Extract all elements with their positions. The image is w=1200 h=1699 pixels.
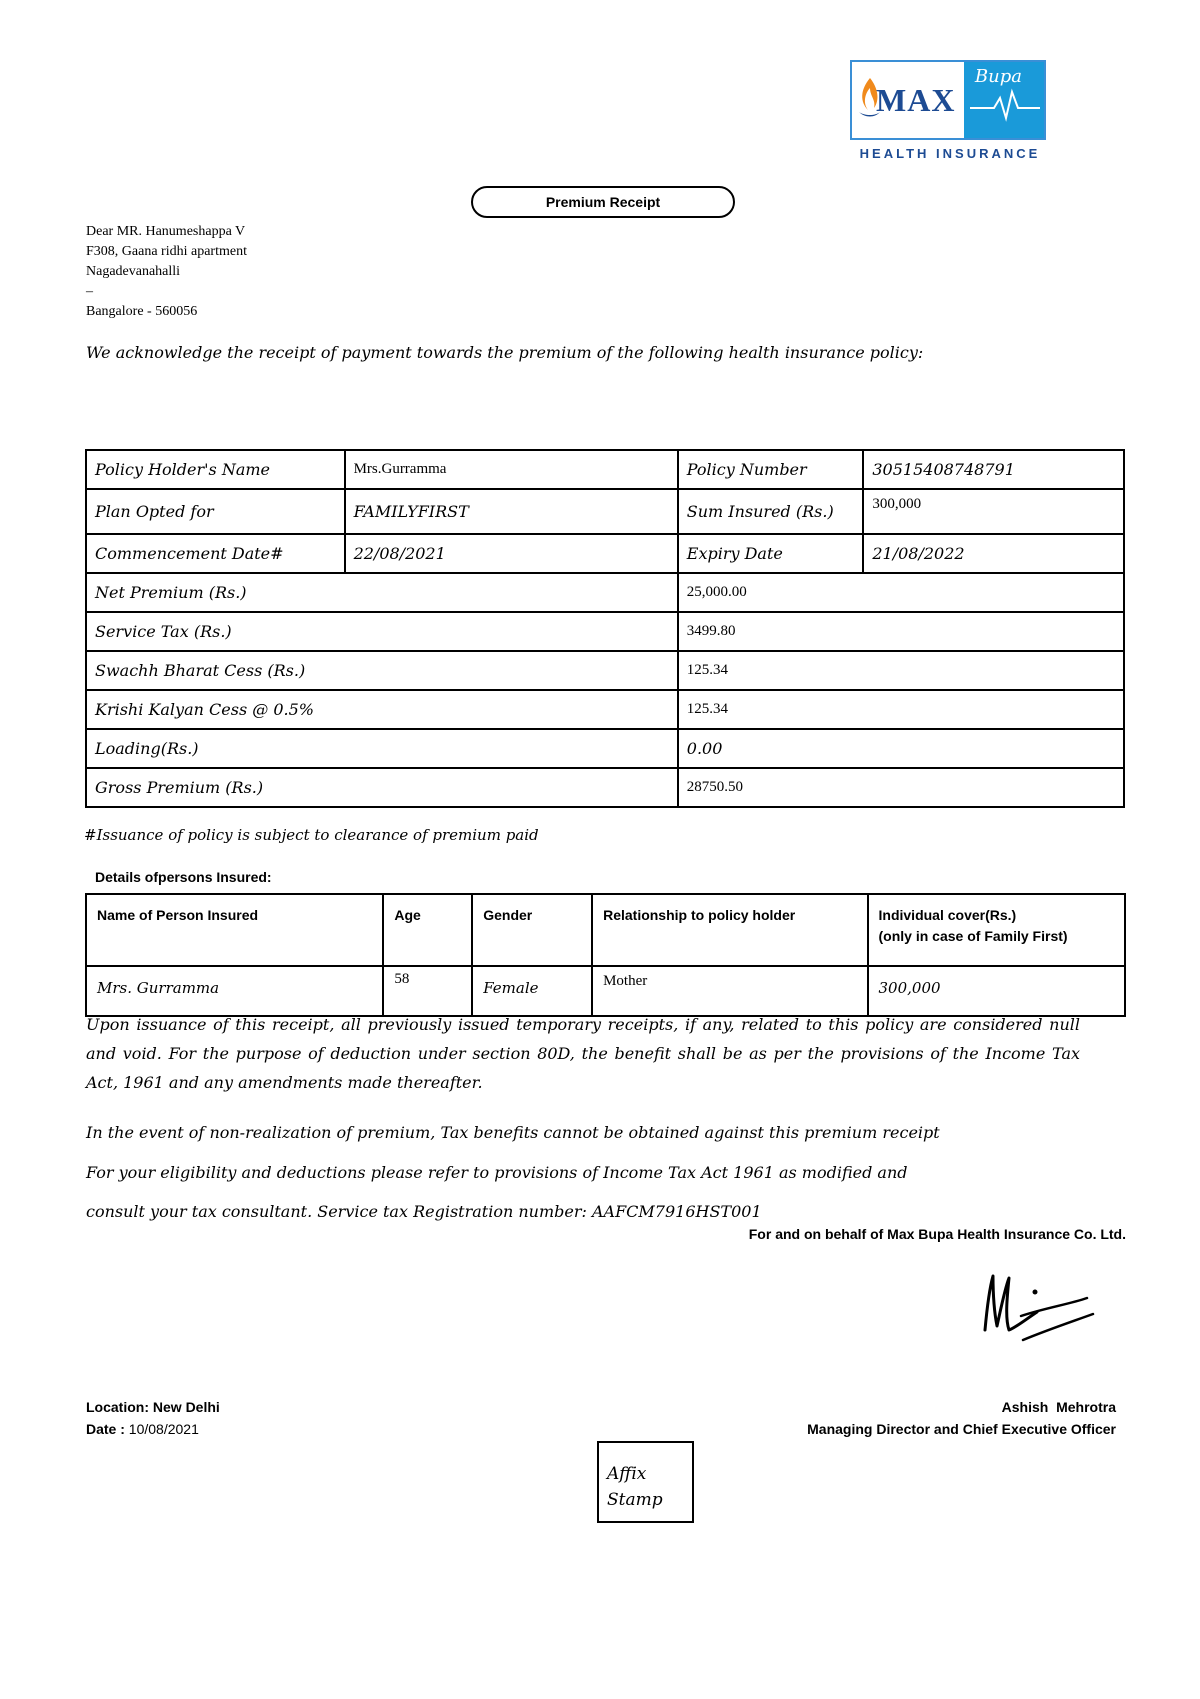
table-row: [86, 768, 1124, 807]
person-name-cell: Mrs. Gurramma: [86, 966, 383, 1016]
policy-number-value: 30515408748791: [863, 450, 1124, 489]
plan-value: FAMILYFIRST: [345, 489, 678, 534]
eligibility-note: For your eligibility and deductions please refer to provisions of Income Tax Act 1961 as modified and: [86, 1163, 908, 1182]
non-realization-note: In the event of non-realization of premium, Tax benefits cannot be obtained against this premium receipt: [86, 1123, 940, 1142]
loading-value: 0.00: [678, 729, 1124, 768]
date-label: Date :: [86, 1421, 125, 1437]
col-header-gender: Gender: [472, 894, 592, 966]
net-premium-value: 25,000.00: [678, 573, 1124, 612]
table-row: [86, 489, 1124, 534]
expiry-value: 21/08/2022: [863, 534, 1124, 573]
location-value: New Delhi: [152, 1399, 220, 1415]
table-row: [86, 966, 1125, 1016]
location-date-block: [86, 1396, 220, 1440]
table-row: [86, 450, 1124, 489]
table-row: [86, 573, 1124, 612]
signature-image: [975, 1268, 1105, 1348]
stamp-text: Affix: [607, 1464, 647, 1484]
person-cover-cell: 300,000: [868, 966, 1125, 1016]
address-line: –: [86, 284, 93, 299]
col-header-name: Name of Person Insured: [86, 894, 383, 966]
krishi-kalyan-cess-value: 125.34: [678, 690, 1124, 729]
table-header-row: [86, 894, 1125, 966]
logo-subtitle: HEALTH INSURANCE: [859, 146, 1041, 161]
address-line: Bangalore - 560056: [86, 304, 198, 319]
logo-partner-text: Bupa: [974, 66, 1022, 87]
table-row: [86, 690, 1124, 729]
company-logo: [850, 60, 1050, 168]
tax-consultant-note: consult your tax consultant. Service tax Registration number: AAFCM7916HST001: [86, 1202, 762, 1221]
persons-insured-table: [85, 893, 1126, 1017]
commencement-value: 22/08/2021: [345, 534, 678, 573]
gross-premium-label: Gross Premium (Rs.): [86, 768, 678, 807]
plan-label: Plan Opted for: [86, 489, 345, 534]
date-value: 10/08/2021: [128, 1421, 199, 1437]
cover-header-line: Individual cover(Rs.): [878, 907, 1017, 923]
person-age-cell: 58: [383, 966, 472, 1016]
sum-insured-value: 300,000: [863, 489, 1124, 534]
col-header-relationship: Relationship to policy holder: [592, 894, 867, 966]
on-behalf-text: For and on behalf of Max Bupa Health Insurance Co. Ltd.: [748, 1226, 1126, 1242]
logo-blue-panel: [964, 62, 1044, 138]
issuance-note: #Issuance of policy is subject to clearance of premium paid: [84, 826, 539, 844]
table-row: [86, 729, 1124, 768]
gross-premium-value: 28750.50: [678, 768, 1124, 807]
policy-holder-value: Mrs.Gurramma: [345, 450, 678, 489]
location-line: [86, 1396, 220, 1418]
policy-details-table: [85, 449, 1125, 808]
address-line: Nagadevanahalli: [86, 264, 181, 279]
cover-header-line: (only in case of Family First): [878, 928, 1068, 944]
address-line: F308, Gaana ridhi apartment: [86, 244, 247, 259]
date-line: [86, 1418, 220, 1440]
affix-stamp-box: [597, 1441, 694, 1523]
net-premium-label: Net Premium (Rs.): [86, 573, 678, 612]
location-label: Location:: [86, 1399, 149, 1415]
receipt-terms-paragraph: Upon issuance of this receipt, all previously issued temporary receipts, if any, related to this policy are considered null and void. For the purpose of deduction under section 80D, the benefit shall be as per the provisions of the Income Tax Act, 1961 and any amendments made thereafter.: [86, 1015, 1080, 1092]
policy-number-label: Policy Number: [678, 450, 864, 489]
service-tax-value: 3499.80: [678, 612, 1124, 651]
table-row: [86, 534, 1124, 573]
col-header-cover: [868, 894, 1125, 966]
address-line: Dear MR. Hanumeshappa V: [86, 224, 246, 239]
service-tax-label: Service Tax (Rs.): [86, 612, 678, 651]
acknowledgement-text: We acknowledge the receipt of payment towards the premium of the following health insurance policy:: [86, 343, 924, 362]
col-header-age: Age: [383, 894, 472, 966]
logo-brand-text: MAX: [876, 82, 956, 118]
recipient-address: [86, 222, 247, 322]
sum-insured-label: Sum Insured (Rs.): [678, 489, 864, 534]
signatory-name: Ashish Mehrotra: [1001, 1399, 1116, 1415]
logo-frame: [850, 60, 1046, 140]
commencement-label: Commencement Date#: [86, 534, 345, 573]
stamp-text: Stamp: [607, 1490, 663, 1510]
swachh-bharat-cess-label: Swachh Bharat Cess (Rs.): [86, 651, 678, 690]
loading-label: Loading(Rs.): [86, 729, 678, 768]
table-row: [86, 651, 1124, 690]
signatory-designation: Managing Director and Chief Executive Officer: [807, 1421, 1116, 1437]
person-relationship-cell: Mother: [592, 966, 867, 1016]
expiry-label: Expiry Date: [678, 534, 864, 573]
person-gender-cell: Female: [472, 966, 592, 1016]
persons-heading: Details ofpersons Insured:: [95, 869, 272, 885]
receipt-title: Premium Receipt: [471, 186, 735, 218]
table-row: [86, 612, 1124, 651]
swachh-bharat-cess-value: 125.34: [678, 651, 1124, 690]
signatory-block: [740, 1396, 1116, 1440]
krishi-kalyan-cess-label: Krishi Kalyan Cess @ 0.5%: [86, 690, 678, 729]
policy-holder-label: Policy Holder's Name: [86, 450, 345, 489]
heartbeat-icon: [964, 62, 1044, 138]
